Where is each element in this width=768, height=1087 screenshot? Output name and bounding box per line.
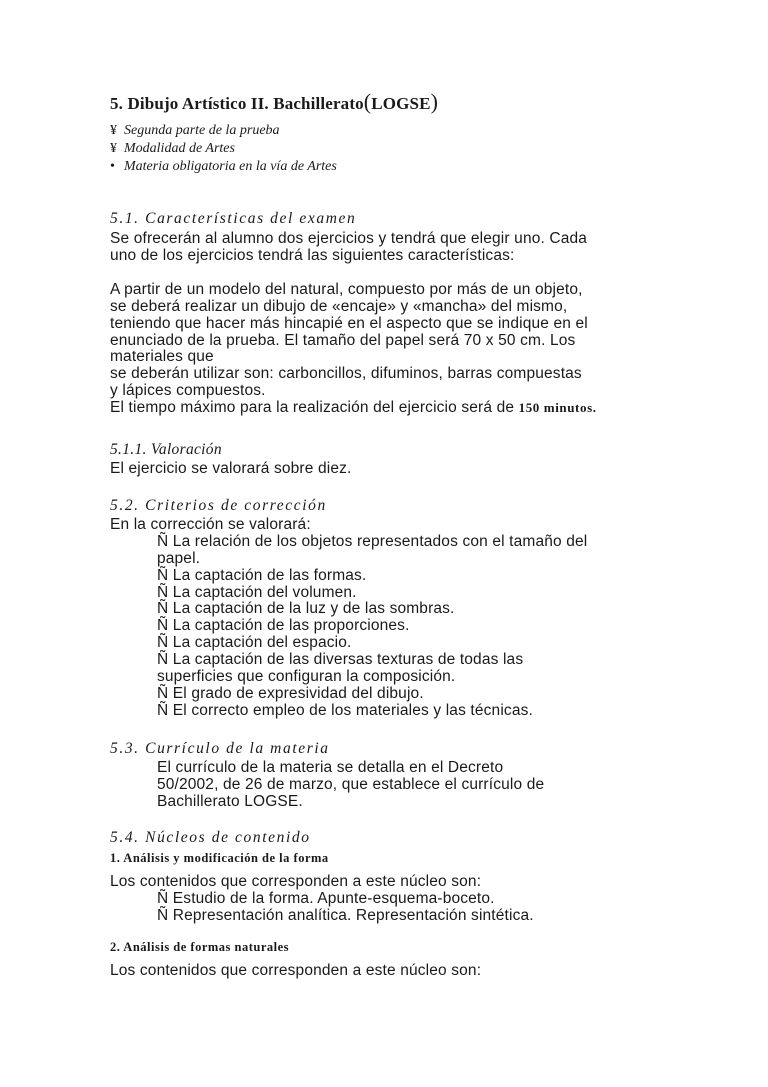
body-line: Se ofrecerán al alumno dos ejercicios y tendrá que elegir uno. Cada (110, 230, 588, 247)
body-line: El currículo de la materia se detalla en el Decreto (157, 759, 504, 776)
list-item: papel. (157, 550, 201, 567)
body-line: teniendo que hacer más hincapié en el aspecto que se indique en el (110, 315, 588, 332)
list-item: Ñ La captación de las diversas texturas de todas las (157, 651, 524, 668)
list-item: Ñ La relación de los objetos representados con el tamaño del (157, 533, 588, 550)
list-item: Ñ La captación de las proporciones. (157, 617, 410, 634)
body-line: Bachillerato LOGSE. (157, 793, 303, 810)
document-title: 5. Dibujo Artístico II. Bachillerato(LOGSE) (110, 89, 439, 114)
section-heading-5-1: 5.1. Características del examen (110, 210, 357, 227)
subsection-heading: 2. Análisis de formas naturales (110, 940, 290, 954)
meta-line: ¥ Modalidad de Artes (110, 141, 235, 156)
body-line: En la corrección se valorará: (110, 516, 311, 533)
list-item: Ñ La captación del espacio. (157, 634, 352, 651)
list-item: Ñ Estudio de la forma. Apunte-esquema-boceto. (157, 890, 495, 907)
list-item: superficies que configuran la composición. (157, 668, 456, 685)
meta-line: • Materia obligatoria en la vía de Artes (110, 159, 337, 174)
list-item: Ñ La captación del volumen. (157, 584, 357, 601)
section-heading-5-4: 5.4. Núcleos de contenido (110, 829, 311, 846)
list-item: Ñ La captación de las formas. (157, 567, 367, 584)
meta-line: ¥ Segunda parte de la prueba (110, 123, 280, 138)
body-line: Los contenidos que corresponden a este núcleo son: (110, 962, 482, 979)
body-line: A partir de un modelo del natural, compuesto por más de un objeto, (110, 281, 583, 298)
body-line: Los contenidos que corresponden a este núcleo son: (110, 873, 482, 890)
body-line: enunciado de la prueba. El tamaño del papel será 70 x 50 cm. Los (110, 332, 576, 349)
list-item: Ñ El grado de expresividad del dibujo. (157, 685, 424, 702)
time-limit-line: El tiempo máximo para la realización del ejercicio será de 150 minutos. (110, 399, 597, 416)
body-line: se deberán utilizar son: carboncillos, difuminos, barras compuestas (110, 365, 582, 382)
body-line: 50/2002, de 26 de marzo, que establece el currículo de (157, 776, 545, 793)
body-line: se deberá realizar un dibujo de «encaje» y «mancha» del mismo, (110, 298, 568, 315)
body-line: y lápices compuestos. (110, 382, 266, 399)
list-item: Ñ El correcto empleo de los materiales y las técnicas. (157, 702, 533, 719)
subsection-heading: 1. Análisis y modificación de la forma (110, 851, 329, 865)
list-item: Ñ La captación de la luz y de las sombras. (157, 600, 455, 617)
body-line: materiales que (110, 348, 214, 365)
body-line: El ejercicio se valorará sobre diez. (110, 460, 352, 477)
section-heading-5-1-1: 5.1.1. Valoración (110, 441, 222, 458)
section-heading-5-2: 5.2. Criterios de corrección (110, 497, 327, 514)
body-line: uno de los ejercicios tendrá las siguientes características: (110, 247, 515, 264)
list-item: Ñ Representación analítica. Representación sintética. (157, 907, 534, 924)
section-heading-5-3: 5.3. Currículo de la materia (110, 740, 330, 757)
